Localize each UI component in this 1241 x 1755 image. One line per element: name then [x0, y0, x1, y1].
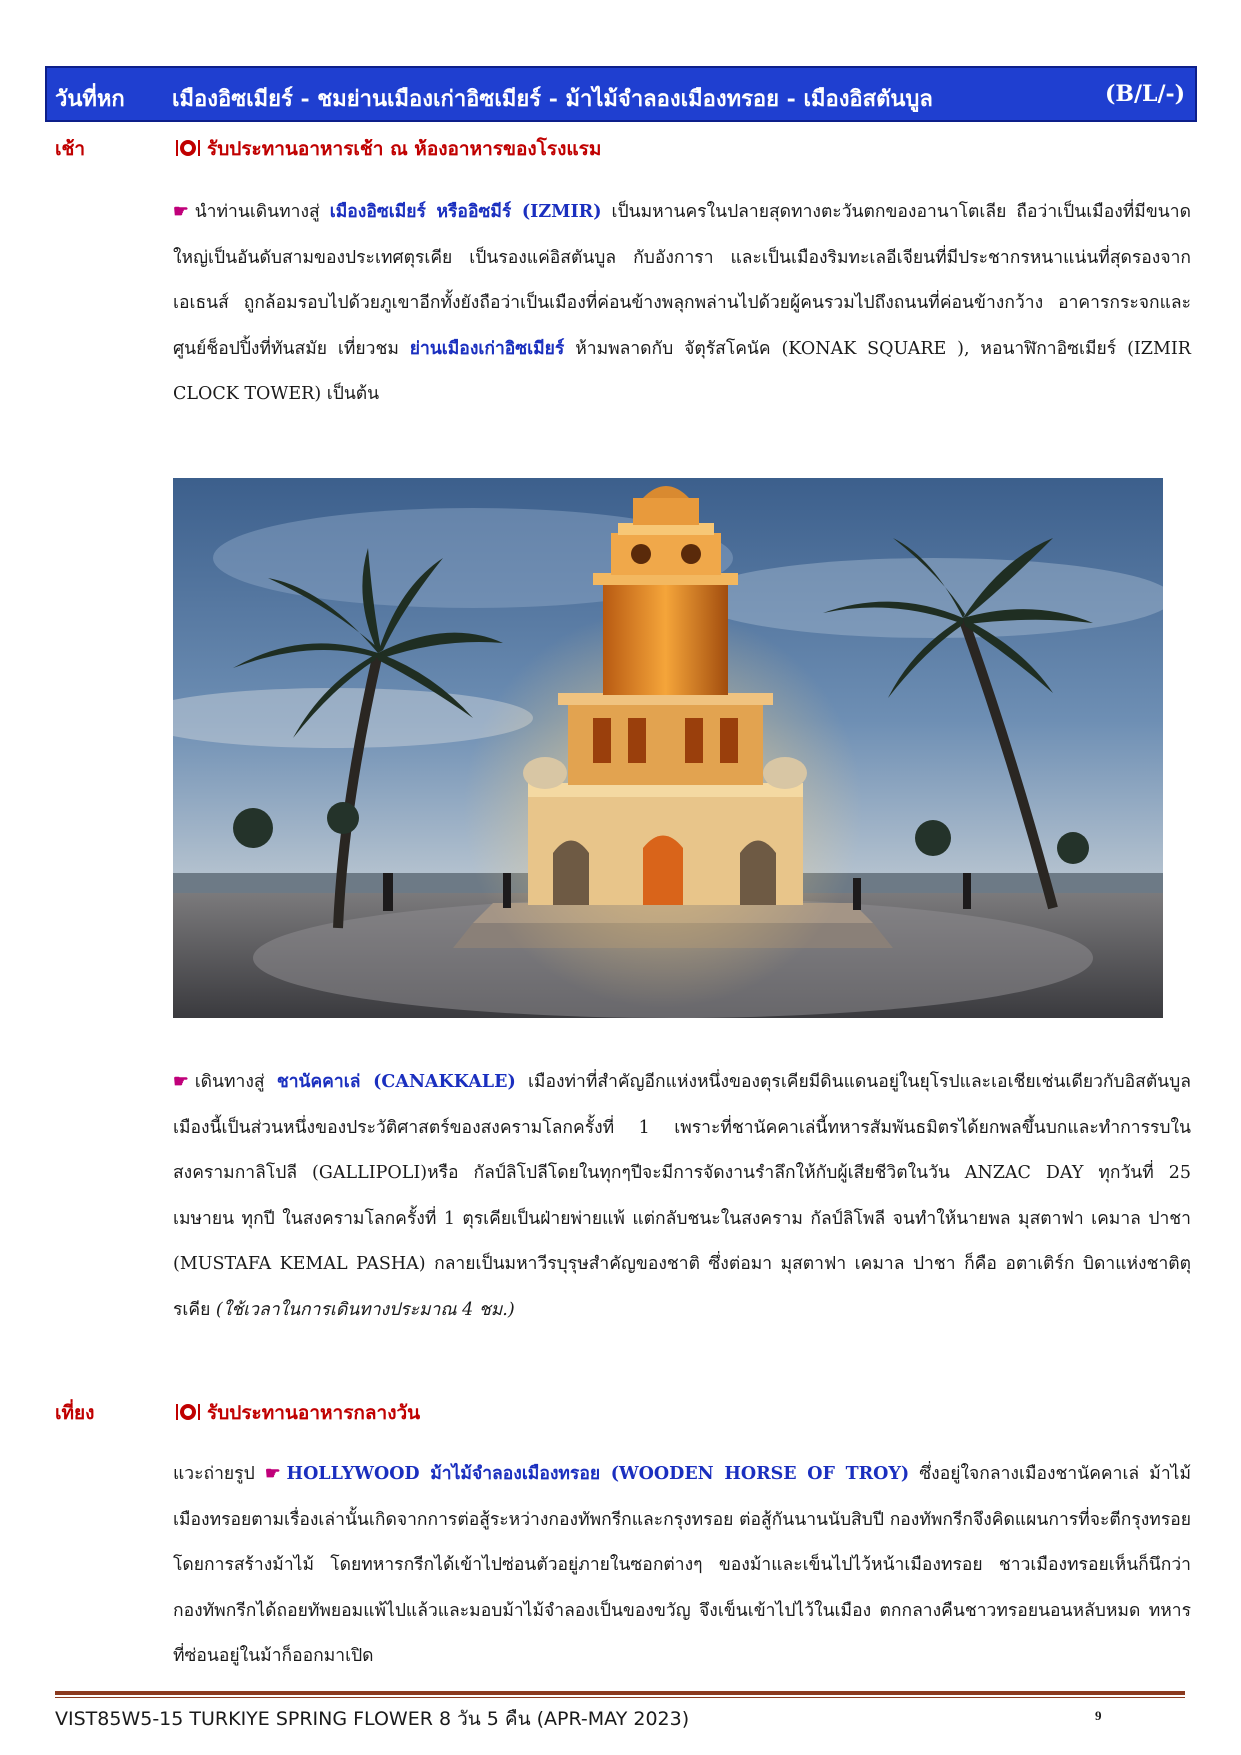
izmir-text-1: นำท่านเดินทางสู่ — [194, 202, 320, 222]
footer-rule-thick — [55, 1691, 1185, 1695]
troy-text-2: ซึ่งอยู่ใจกลางเมืองชานัคคาเล่ ม้าไม้เมืองทรอยตามเรื่องเล่านั้นเกิดจากการต่อสู้ระหว่างกองทัพกรีกและกรุงทรอย ต่อสู้กันนานนับสิบปี กองทัพกรีกจึงคิดแผนการที่จะตีกรุงทรอยโดยการสร้างม้าไม้ โดยทหารกรีกได้เข้าไปซ่อนตัวอยู่ภายในซอกต่างๆ ของม้าและเข็นไปไว้หน้าเมืองทรอย ชาวเมืองทรอยเห็นก็นึกว่ากองทัพกรีกได้ถอยทัพยอมแพ้ไปแล้วและมอบม้าไม้จำลองเป็นของขวัญ จึงเข็นเข้าไปไว้ในเมือง ตกกลางคืนชาวทรอยนอนหลับหมด ทหารที่ซ่อนอยู่ในม้าก็ออกมาเปิด — [173, 1464, 1191, 1666]
canakkale-city-name: ชานัคคาเล่ (CANAKKALE) — [276, 1072, 516, 1092]
day-route: เมืองอิซเมียร์ - ชมย่านเมืองเก่าอิซเมียร์ - ม้าไม้จำลองเมืองทรอย - เมืองอิสตันบูล — [172, 86, 933, 112]
izmir-paragraph — [173, 190, 1191, 418]
breakfast-label: เช้า — [55, 138, 86, 160]
pointing-hand-icon: ☛ — [264, 1464, 281, 1484]
troy-title: HOLLYWOOD ม้าไม้จำลองเมืองทรอย (WOODEN HORSE OF TROY) — [286, 1464, 910, 1484]
pointing-hand-icon: ☛ — [173, 1072, 189, 1092]
izmir-clock-tower-photo — [173, 478, 1163, 1018]
izmir-text-2: เป็นมหานครในปลายสุดทางตะวันตกของอานาโตเลีย ถือว่าเป็นเมืองที่มีขนาดใหญ่เป็นอันดับสามของประเทศตุรเคีย เป็นรองแค่อิสตันบูล กับอังการา และเป็นเมืองริมทะเลอีเจียนที่มีประชากรหนาแน่นที่สุดรองจากเอเธนส์ ถูกล้อมรอบไปด้วยภูเขาอีกทั้งยังถือว่าเป็นเมืองที่ค่อนข้างพลุกพล่านไปด้วยผู้คนรวมไปถึงถนนที่ค่อนข้างกว้าง อาคารกระจกและศูนย์ช็อปปิ้งที่ทันสมัย เที่ยวชม — [173, 202, 1191, 359]
breakfast-text: รับประทานอาหารเช้า ณ ห้องอาหารของโรงแรม — [207, 138, 602, 160]
day-header-bar — [45, 66, 1197, 122]
izmir-text-3: ห้ามพลาดกับ จัตุรัสโคนัค (KONAK SQUARE ), หอนาฬิกาอิซเมียร์ (IZMIR CLOCK TOWER) เป็นต้น — [173, 338, 1191, 404]
canakkale-text-2: เมืองท่าที่สำคัญอีกแห่งหนึ่งของตุรเคียมีดินแดนอยู่ในยุโรปและเอเชียเช่นเดียวกับอิสตันบูล เมืองนี้เป็นส่วนหนึ่งของประวัติศาสตร์ของสงครามโลกครั้งที่ 1 เพราะที่ชานัคคาเล่นี้ทหารสัมพันธมิตรได้ยกพลขึ้นบกและทำการรบในสงครามกาลิโปลี (GALLIPOLI)หรือ กัลป์ลิโปลีโดยในทุกๆปีจะมีการจัดงานรำลึกให้กับผู้เสียชีวิตในวัน ANZAC DAY ทุกวันที่ 25 เมษายน ทุกปี ในสงครามโลกครั้งที่ 1 ตุรเคียเป็นฝ่ายพ่ายแพ้ แต่กลับชนะในสงคราม กัลป์ลิโพลี จนทำให้นายพล มุสตาฟา เคมาล ปาชา (MUSTAFA KEMAL PASHA) กลายเป็นมหาวีรบุรุษสำคัญของชาติ ซึ่งต่อมา มุสตาฟา เคมาล ปาชา ก็คือ อตาเติร์ก บิดาแห่งชาติตุรเคีย — [173, 1072, 1191, 1320]
troy-text-1: แวะถ่ายรูป — [173, 1464, 255, 1484]
breakfast-text-wrap — [175, 134, 601, 164]
troy-paragraph — [173, 1452, 1191, 1680]
izmir-city-name: เมืองอิซเมียร์ หรืออิซมีร์ (IZMIR) — [329, 202, 602, 222]
lunch-text-wrap — [175, 1398, 420, 1428]
clock-tower-illustration — [173, 478, 1163, 1018]
canakkale-paragraph — [173, 1060, 1191, 1333]
footer-tour-code: VIST85W5-15 TURKIYE SPRING FLOWER 8 วัน 5 คืน (APR-MAY 2023) — [55, 1708, 690, 1730]
day-meals: (B/L/-) — [1105, 81, 1186, 107]
pointing-hand-icon: ☛ — [173, 202, 189, 222]
canakkale-travel-note: (ใช้เวลาในการเดินทางประมาณ 4 ชม.) — [215, 1299, 515, 1320]
izmir-oldtown: ย่านเมืองเก่าอิซเมียร์ — [409, 338, 565, 359]
footer-rule-thin — [55, 1697, 1185, 1698]
lunch-label: เที่ยง — [55, 1402, 95, 1424]
canakkale-text-1: เดินทางสู่ — [194, 1072, 265, 1092]
plate-cutlery-icon — [175, 138, 201, 158]
plate-cutlery-icon — [175, 1402, 201, 1422]
lunch-text: รับประทานอาหารกลางวัน — [207, 1402, 421, 1424]
page-number: 9 — [1095, 1708, 1102, 1723]
day-label: วันที่หก — [55, 86, 125, 112]
